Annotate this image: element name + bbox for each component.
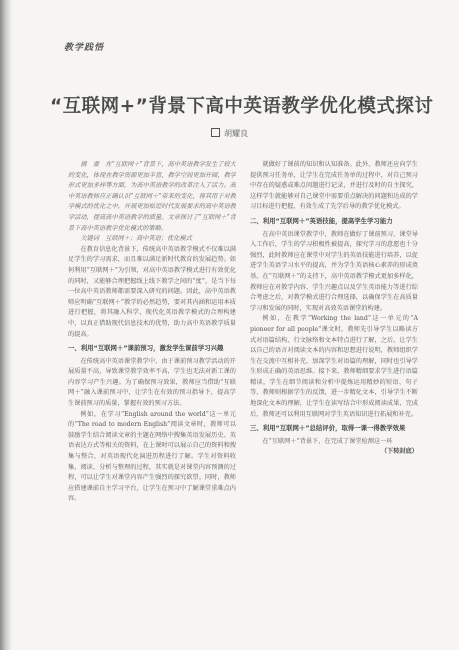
section-heading-1: 一、利用“互联网＋”课前预习，激发学生课前学习兴趣 [68,344,224,353]
paragraph: 就做好了课前的知识和认知准备。此外，教师还应向学生提供预习任务单，让学生在完成任务单的过程中，对自己预习中存在的疑惑或难点问题进行记录，并进行及时的自主探究，这样学生就能够对自己课堂中需要重点解决的问题和达成的学习目标进行把握，有效生成了先学后导的教学优化模式。 [250,161,418,211]
article-title: “互联网+”背景下高中英语教学优化模式探讨 [50,96,434,117]
paragraph: 例如，在学习“English around the world”这一单元的“The road to modern English”阅读文章时，教师可以鼓励学生结合阅读文章的主题在网络中搜集英语发展历史、英语表达方式等相关的资料，在上课时可以展示自己的资料和搜集与整合，对英语现代化演进历程进行了解。学生对资料收集、阅读、分析与整理的过程，其实就是对课堂内容预测的过程，可以让学生对课堂内容产生强烈的探究欲望。同时，教师应搭建课前自主学习平台，让学生在预习中了解课堂重难点内容。 [68,410,236,503]
section-heading-3: 三、利用“互联网＋”总结评价，取得一课一得教学效果 [250,424,406,433]
author-box-icon [211,128,220,137]
abstract: 摘 要 在“互联网＋”背景下，高中英语教学发生了较大的变化，体现在教学资源更加丰富，教学空间更加开阔，教学形式更加多样等方面，为高中英语教学的改革注入了活力。高中英语教师应正确认识“互联网＋”带来的变化，将其用于对教学模式的优化之中，开展更加贴近时代发展要求的高中英语教学活动，提高高中英语教学的质量。文章探讨了“互联网＋”背景下高中英语教学优化模式的策略。 [68,161,236,232]
author-name: 胡耀良 [224,129,248,138]
paragraph: 在“互联网＋”背景下，在完成了课堂检测这一环 [262,437,393,445]
section-heading-2: 二、利用“互联网＋”英语技能，提高学生学习能力 [250,216,393,225]
paragraph: 在高中英语课堂教学中，教师在做好了课前预习，课堂导入工作后，学生的学习积极性被提高，探究学习的意愿也十分强烈，此时教师应在课堂中对学生的英语技能进行培养，以促进学生英语学习水平的提高，并为学生英语核心素养的形成奠基。在“互联网＋”的支持下，高中英语教学模式更加多样化，教师应在对教学内容、学生兴趣点以及学生英语能力等进行综合考虑之后，对教学模式进行合理选择，以确保学生在高质量学习和发展的同时，实现对高效英语课堂的构建。 [250,230,418,312]
paragraph: 例如，在教学“Working the land”这一单元的“A pioneer for all people”课文时，教师先引导学生以略读方式对语篇结构、行文脉络和文本特点进行了解，之后，让学生以自己的语言对阅读文本的内容和思想进行说明，教师组织学生在交流中互相补充，加深学生对语篇的理解，同时也引导学生形成正确的英语思维。接下来，教师精细要求学生进行语篇精读，学生在细节阅读和分析中提炼运用精妙的短语、句子等，教师则根据学生的反馈，进一步精化文本，引导学生不断地深化文本的理解，让学生在读写结合中形成阅读成果，完成后，教师还可以利用互联网对学生英语知识进行拓展和补充。 [250,315,418,418]
author-line [0,128,459,139]
intro-paragraph: 在教育信息化背景下，传统高中英语教学模式不仅难以满足学生的学习需求，而且难以满足新时代教育的发展趋势。如何利用“互联网＋”为引领，对高中英语教学模式进行有效优化的同时，又能够合理把握线上线下教学之间的“度”，是当下每一位高中英语教师都需要深入研究的问题。因此，高中英语教师应明确“互联网＋”教学的必然趋势，要对其内涵和运用本质进行把握，将其融入科学、现代化英语教学模式的合理构建中，以真正借助现代信息技术的优势，助力高中英语教学质量的提高。 [68,245,236,338]
paragraph: 在传统高中英语课堂教学中，由于课前预习教学活动的开展质量不高，导致课堂教学效率不高，学生也无法对新工课的内容学习产生兴趣。为了确保预习效果，教师应当借助“互联网＋”融入课前预习中，让学生在有效的预习指导下，提高学生课前预习的质量，掌握有效的预习方法。 [68,357,236,408]
continued-note: （下转封底） [380,448,418,456]
left-column [68,160,236,630]
right-column [250,160,418,630]
keywords: 关键词 互联网＋；高中英语；优化模式 [80,235,192,243]
column-label: 教学践悟 [64,43,105,53]
